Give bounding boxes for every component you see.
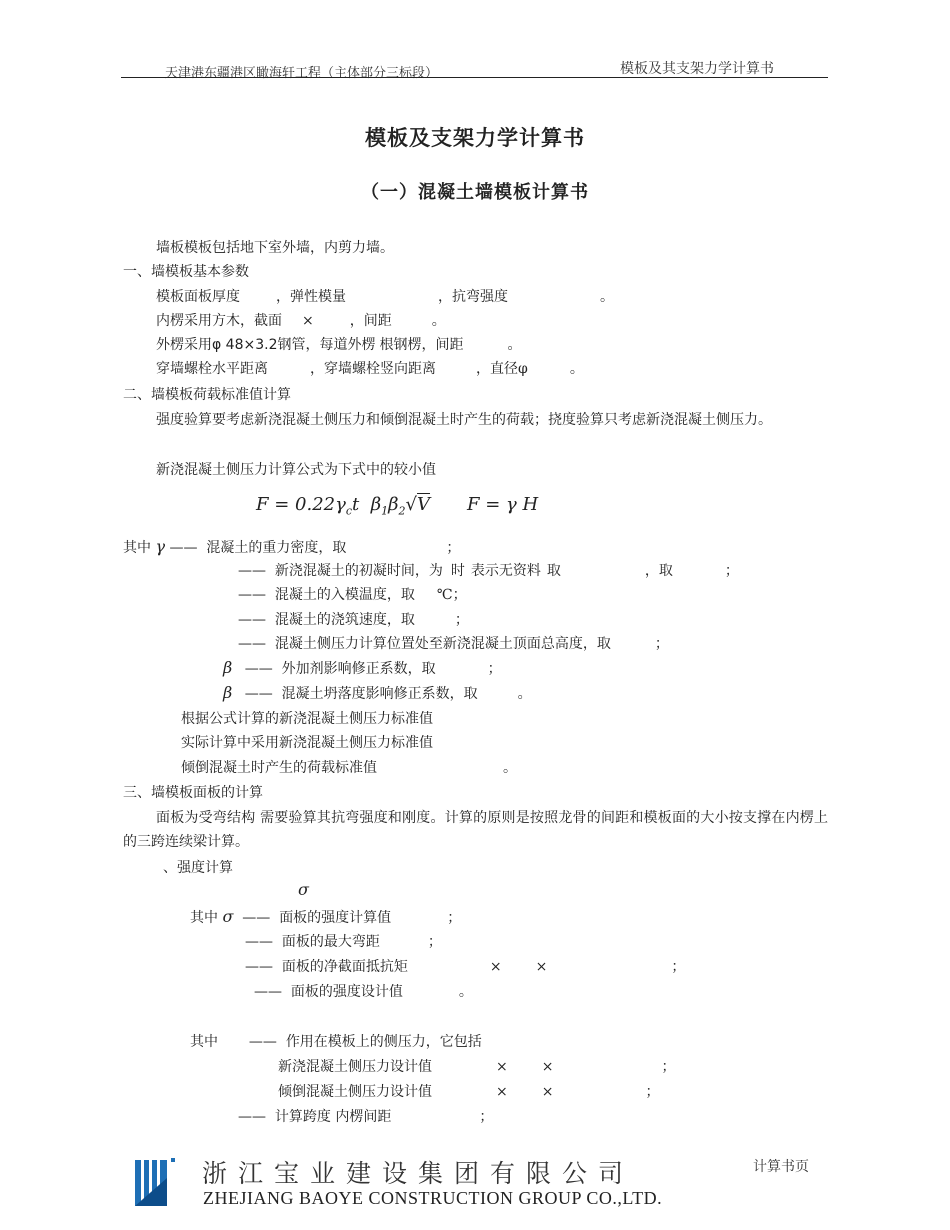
s3-def-section-modulus: —— 面板的净截面抵抗矩 × × ； — [245, 959, 686, 975]
s2-def-t: —— 新浇混凝土的初凝时间，为 时 表示无资料 取 ，取 ； — [238, 563, 739, 579]
beta2-symbol: β — [223, 683, 233, 702]
s3-heading: 三、墙模板面板的计算 — [123, 785, 263, 801]
beta1-symbol: β — [223, 658, 233, 677]
s3-paragraph-1: 面板为受弯结构 需要验算其抗弯强度和刚度。计算的原则是按照龙骨的间距和模板面的大小按支撑在内楞上的三跨连续梁计算。 — [123, 810, 828, 850]
section-subtitle: （一）混凝土墙模板计算书 — [361, 182, 589, 203]
s2-result-2: 实际计算中采用新浇混凝土侧压力标准值 — [181, 735, 433, 751]
s2-def-beta1: β —— 外加剂影响修正系数，取 ； — [223, 658, 502, 677]
sigma-symbol: σ — [222, 907, 234, 926]
s3-def-pressure: 其中 —— 作用在模板上的侧压力，它包括 — [190, 1034, 482, 1050]
sigma-formula-symbol: σ — [298, 880, 309, 899]
formula-1: $F = 0.22\gamma_ct$ $\beta_1\beta_2√V$ — [256, 494, 431, 518]
header-project-name: 天津港东疆港区瞰海轩工程（主体部分三标段） — [165, 66, 439, 81]
s1-heading: 一、墙模板基本参数 — [123, 264, 249, 280]
s3-sub-strength: 、强度计算 — [163, 860, 233, 876]
header-rule — [121, 77, 828, 78]
s2-def-height: —— 混凝土侧压力计算位置处至新浇混凝土顶面总高度，取 ； — [238, 636, 669, 652]
s2-def-beta2: β —— 混凝土坍落度影响修正系数，取 。 — [223, 683, 532, 702]
footer-company-en: ZHEJIANG BAOYE CONSTRUCTION GROUP CO.,LTD. — [203, 1188, 663, 1208]
s2-def-gamma: 其中 γ —— 混凝土的重力密度，取 ； — [123, 537, 461, 556]
header-doc-title: 模板及其支架力学计算书 — [620, 61, 774, 77]
s3-def-sigma: 其中 σ —— 面板的强度计算值 ； — [190, 907, 462, 926]
footer-page-label: 计算书页 — [753, 1159, 809, 1175]
s2-result-1: 根据公式计算的新浇混凝土侧压力标准值 — [181, 711, 433, 727]
s2-def-speed: —— 混凝土的浇筑速度，取 ； — [238, 612, 469, 628]
formula-2: F = γ H — [467, 494, 539, 515]
s2-def-temp: —— 混凝土的入模温度，取 ℃； — [238, 587, 467, 603]
s1-line4: 穿墙螺栓水平距离 ，穿墙螺栓竖向距离 ，直径φ 。 — [156, 361, 584, 377]
company-logo-icon — [133, 1156, 181, 1210]
s3-def-span: —— 计算跨度 内楞间距 ； — [238, 1109, 494, 1125]
gamma-symbol: γ — [155, 537, 166, 556]
s3-def-moment: —— 面板的最大弯距 ； — [245, 934, 442, 950]
s2-paragraph-2: 新浇混凝土侧压力计算公式为下式中的较小值 — [156, 462, 436, 478]
s1-line1: 模板面板厚度 ，弹性模量 ，抗弯强度 。 — [156, 289, 614, 305]
s2-result-3: 倾倒混凝土时产生的荷载标准值 。 — [181, 760, 517, 776]
page-title: 模板及支架力学计算书 — [365, 126, 585, 150]
s3-def-new-concrete: 新浇混凝土侧压力设计值 × × ； — [278, 1059, 676, 1075]
s3-def-pour-concrete: 倾倒混凝土侧压力设计值 × × ； — [278, 1084, 660, 1100]
s2-paragraph-1: 强度验算要考虑新浇混凝土侧压力和倾倒混凝土时产生的荷载；挠度验算只考虑新浇混凝土侧压力。 — [156, 412, 772, 428]
s2-heading: 二、墙模板荷载标准值计算 — [123, 387, 291, 403]
s1-line2: 内楞采用方木，截面 × ，间距 。 — [156, 313, 446, 329]
footer-company-cn: 浙江宝业建设集团有限公司 — [202, 1159, 635, 1188]
s3-def-design-strength: —— 面板的强度设计值 。 — [254, 984, 473, 1000]
s1-line3: 外楞采用φ 48×3.2钢管，每道外楞 根钢楞，间距 。 — [156, 337, 522, 353]
intro-text: 墙板模板包括地下室外墙，内剪力墙。 — [156, 240, 394, 256]
formula-lateral-pressure — [256, 494, 430, 518]
